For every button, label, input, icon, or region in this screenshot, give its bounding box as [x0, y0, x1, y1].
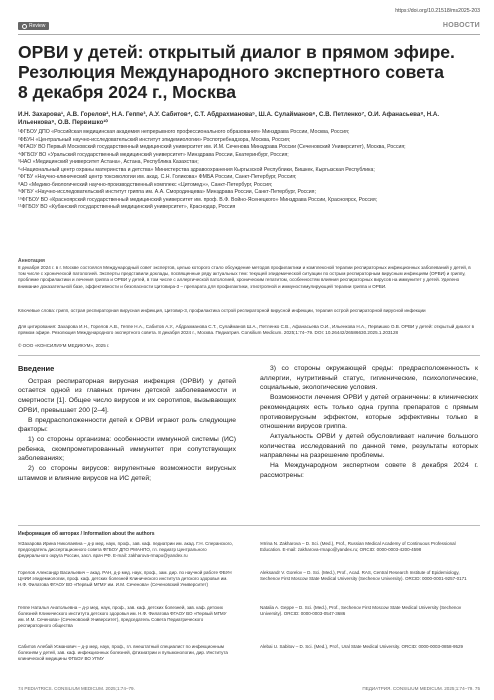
affiliation-item: ⁸АО «Медико-биологический научно-производственный комплекс «Цитомед»», Санкт-Петербург, Россия;	[18, 181, 273, 188]
affiliation-item: ⁹ФГБУ «Научно-исследовательский институт гриппа им. А.А. Смородинцева» Минздрава России, Санкт-Петербург, Россия;	[18, 189, 316, 195]
header-row	[18, 22, 480, 35]
divider	[18, 525, 480, 526]
author-info-ru: Горелов Александр Васильевич – акад. РАН, д-р мед. наук, проф., зам. дир. по научной работе ФБУН ЦНИИ эпидемиологии, проф. каф. детских болезней Клинического института детского здоровья им. Н.Ф. Филатова ФГАОУ ВО «Первый МГМУ им. И.М. Сеченова» (Сеченовский Университет)	[18, 570, 232, 587]
author-info-en: ✉Irina N. Zakharova – D. Sci. (Med.), Prof., Russian Medical Academy of Continuous Professional Education. E-mail: zakharova-rmapo@yandex.ru; ORCID: 0000-0003-4200-4598	[260, 541, 456, 552]
footer-left: 74 PEDIATRICS. CONSILIUM MEDICUM. 2025;1:74–79.	[18, 686, 135, 691]
body-paragraph: 2) со стороны вирусов: вирулентные возможности вирусных штаммов и влияние вирусов на ИС детей;	[18, 465, 236, 482]
affiliation-item: ³ФГАОУ ВО Первый Московский государственный медицинский университет им. И.М. Сеченова Минздрава России (Сеченовский Университет), Москва, Россия;	[18, 144, 406, 150]
abstract-title: Аннотация	[18, 258, 45, 264]
divider	[18, 355, 480, 356]
affiliation-item: ⁷ФГБУ «Научно-клинический центр токсикологии им. акад. С.Н. Голикова» ФМБА России, Санкт-Петербург, Россия;	[18, 174, 297, 180]
body-paragraph: 1) со стороны организма: особенности иммунной системы (ИС) ребенка, скомпрометированный иммунитет при сопутствующих заболеваниях;	[18, 435, 236, 463]
affiliations	[18, 129, 478, 212]
citation: Для цитирования: Захарова И.Н., Горелов А.В., Геппе Н.А., Сабитов А.У., Абдрахманова С.Т., Сулайманов Ш.А., Петленко С.В., Афанасьева О.И., Ильенкова Н.А., Первишко О.В. ОРВИ у детей: открытый диалог в прямом эфире. Резолюция Международного экспертного совета. 8 декабря 2024 г., Москва. Педиатрия. Consilium Medicum. 2025;1:74–79. DOI: 10.26442/26586630.2025.1.203128	[18, 324, 475, 336]
body-column-right	[260, 364, 478, 480]
copyright: © ООО «КОНСИЛИУМ МЕДИКУМ», 2025 г.	[18, 343, 110, 348]
affiliation-item: ¹⁰ФГБОУ ВО «Красноярский государственный медицинский университет им. проф. В.Ф. Войно-Ясенецкого» Минздрава России, Красноярск, Россия;	[18, 196, 378, 203]
author-info-en: Natalia A. Geppe – D. Sci. (Med.), Prof., Sechenov First Moscow State Medical University (Sechenov University). ORCID: 0000-0003-0547-3686	[260, 605, 462, 616]
author-info-ru: Геппе Наталья Анатольевна – д-р мед. наук, проф., зав. каф. детских болезней, зав. каф. детских болезней Клинического института детского здоровья им. Н.Ф. Филатова ФГАОУ ВО «Первый МГМУ им. И.М. Сеченова» (Сеченовский Университет), председатель Совета Педиатрического респираторного общества	[18, 605, 227, 628]
affiliation-item: ⁵НАО «Медицинский университет Астана», Астана, Республика Казахстан;	[18, 159, 199, 165]
affiliation-item: ²ФБУН «Центральный научно-исследовательский институт эпидемиологии» Роспотребнадзора, Москва, Россия;	[18, 136, 291, 143]
author-info-en: Alebai U. Sabitov – D. Sci. (Med.), Prof., Ural State Medical University. ORCID: 0000-0003-0858-9529	[260, 644, 464, 649]
body-paragraph: В предрасположенности детей к ОРВИ играют роль следующие факторы:	[18, 416, 236, 434]
body-paragraph: Актуальность ОРВИ у детей обусловливает наличие большого количества исследований по данной теме, результаты которых направлены на разрешение проблемы.	[260, 432, 478, 460]
article-type-badge	[18, 22, 49, 30]
affiliation-item: ⁶«Национальный центр охраны материнства и детства» Министерства здравоохранения Кыргызской Республики, Бишкек, Кыргызская Республика;	[18, 166, 375, 173]
body-paragraph: 3) со стороны окружающей среды: предрасположенность к аллергии, нутритивный статус, гигиенические, психологические, социальные, экологические условия.	[260, 365, 478, 392]
body-column-left	[18, 364, 236, 483]
body-paragraph: Возможности лечения ОРВИ у детей ограничены: в клинических рекомендациях есть только одна группа препаратов с прямым противовирусным эффектом, которые эффективны только в отношении вирусов гриппа.	[260, 394, 478, 431]
keywords: Ключевые слова: грипп, острая респираторная вирусная инфекция, Цитовир-3, профилактика острой респираторной вирусной инфекции, терапия острой респираторной вирусной инфекции	[18, 308, 426, 313]
abstract-text: 8 декабря 2024 г. в г. Москве состоялся Международный совет экспертов, целью которого стало обсуждение методов профилактики и комплексной терапии респираторных инфекционных заболеваний у детей, в том числе с хронической патологией. Эксперты представили доклады, посвященные ряду актуальных тем: текущей эпидемической ситуации по острым респираторным вирусным инфекциям (ОРВИ) и гриппу, проблеме профилактики и лечения гриппа и ОРВИ у детей, в том числе с аллергической патологией, хроническим гепатитом, особенностям влияния респираторных вирусов на иммунитет у детей. Уделено внимание доказательной базе, эффективности и безопасности Цитовира-3 – препарата для профилактики, этиотропной и иммуностимулирующей терапии гриппа и ОРВИ.	[18, 265, 471, 289]
affiliation-item: ¹¹ФГБОУ ВО «Кубанский государственный медицинский университет», Краснодар, Россия	[18, 204, 236, 210]
article-title: ОРВИ у детей: открытый диалог в прямом эфире. Резолюция Международного экспертного совета 8 декабря 2024 г., Москва	[18, 42, 455, 102]
badge-label: Review	[29, 23, 46, 29]
author-info-ru: ✉Захарова Ирина Николаевна – д-р мед. наук, проф., зав. каф. педиатрии им. акад. Г.Н. Сперанского, председатель диссертационного совета ФГБОУ ДПО РМАНПО, гл. педиатр Центрального федерального округа России, засл. врач РФ. E-mail: zakharova-rmapo@yandex.ru	[18, 541, 233, 558]
doi-link[interactable]: https://doi.org/10.21518/ms2025-203	[395, 8, 480, 14]
body-paragraph: Острая респираторная вирусная инфекция (ОРВИ) у детей остается одной из главных причин детской заболеваемости и смертности [1]. Общее число вирусов и их серотипов, вызывающих ОРВИ, превышает 200 [2–4].	[18, 377, 236, 414]
author-info-en: Aleksandr V. Gorelov – D. Sci. (Med.), Prof., Acad. RAS, Central Research Institute of Epidemiology, Sechenov First Moscow State Medical University (Sechenov University). ORCID: 0000-0001-9257-0171	[260, 570, 467, 581]
affiliation-item: ⁴ФГБОУ ВО «Уральский государственный медицинский университет» Минздрава России, Екатеринбург, Россия;	[18, 151, 289, 158]
author-info-title: Информация об авторах / Information about the authors	[18, 531, 155, 537]
open-access-icon	[22, 24, 27, 29]
authors-line: И.Н. Захарова¹, А.В. Горелов², Н.А. Геппе³, А.У. Сабитов⁴, С.Т. Абдрахманова⁵, Ш.А. Сулайманов⁶, С.В. Петленко⁷, О.И. Афанасьева⁸, Н.А. Ильенкова⁹, О.В. Первишко¹⁰	[18, 111, 440, 126]
page-footer	[18, 686, 480, 691]
author-info-ru: Сабитов Алебай Усманович – д-р мед. наук, проф., гл. внештатный специалист по инфекционным болезням у детей, зав. каф. инфекционных болезней, фтизиатрии и пульмонологии, дир. Института клинической медицины ФГБОУ ВО УГМУ	[18, 644, 228, 661]
footer-right: ПЕДИАТРИЯ. CONSILIUM MEDICUM. 2025;1:74–79. 75	[362, 686, 480, 691]
affiliation-item: ¹ФГБОУ ДПО «Российская медицинская академия непрерывного профессионального образования» Минздрава России, Москва, Россия;	[18, 129, 350, 135]
intro-heading: Введение	[18, 364, 55, 373]
section-label: НОВОСТИ	[442, 22, 480, 29]
body-paragraph: На Международном экспертном совете 8 декабря 2024 г. рассмотрены:	[260, 462, 478, 479]
abstract	[18, 258, 478, 290]
